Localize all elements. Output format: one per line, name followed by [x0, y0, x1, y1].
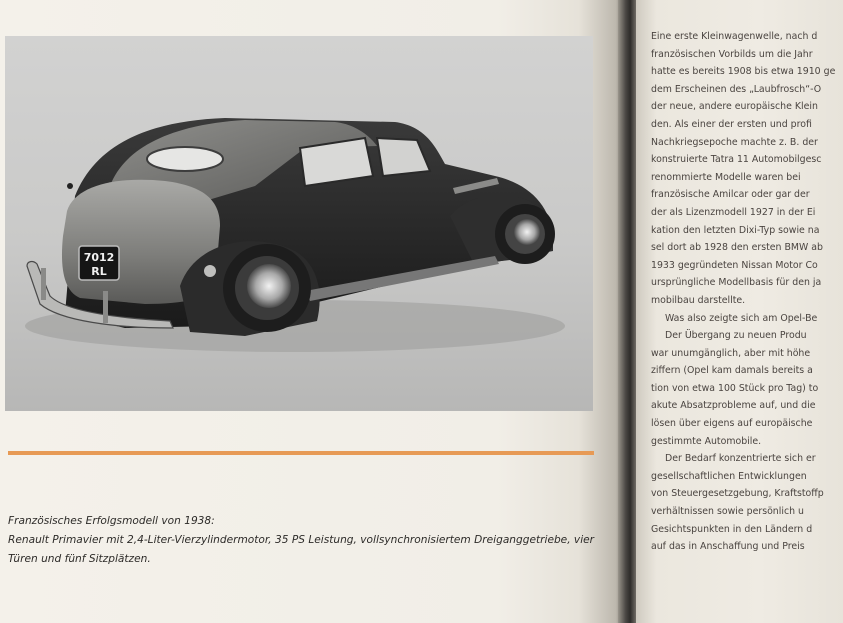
text-line: dem Erscheinen des „Laubfrosch“-O: [651, 83, 822, 95]
text-line: renommierte Modelle waren bei: [651, 171, 801, 183]
text-line: von Steuergesetzgebung, Kraftstoffp: [651, 488, 824, 500]
text-line: verhältnissen sowie persönlich u: [651, 506, 804, 518]
photo-caption: [8, 512, 596, 569]
text-line: akute Absatzprobleme auf, und die: [651, 400, 816, 412]
caption-title: Französisches Erfolgsmodell von 1938:: [8, 515, 215, 527]
license-plate-number: 7012: [83, 251, 115, 264]
text-line: hatte es bereits 1908 bis etwa 1910 ge: [651, 66, 836, 78]
text-line: der neue, andere europäische Klein: [651, 101, 818, 113]
text-line: ursprüngliche Modellbasis für den ja: [651, 277, 822, 289]
orange-divider: [8, 451, 594, 455]
right-page: [636, 0, 843, 623]
caption-line-1: Renault Primavier mit 2,4-Liter-Vierzylindermotor, 35 PS Leistung, vollsynchronisiertem Dreiganggetriebe, vier: [8, 534, 595, 546]
text-line: Der Bedarf konzentrierte sich er: [665, 453, 816, 465]
text-line: Nachkriegsepoche machte z. B. der: [651, 136, 818, 148]
text-line: kation den letzten Dixi-Typ sowie na: [651, 224, 820, 236]
text-line: gesellschaftlichen Entwicklungen: [651, 470, 807, 482]
text-line: der als Lizenzmodell 1927 in der Ei: [651, 206, 816, 218]
license-plate-code: RL: [91, 265, 107, 278]
text-line: mobilbau darstellte.: [651, 294, 746, 306]
text-line: gestimmte Automobile.: [651, 435, 762, 447]
text-line: lösen über eigens auf europäische: [651, 418, 813, 430]
car-photo: [5, 36, 593, 411]
text-line: Gesichtspunkten in den Ländern d: [651, 523, 813, 535]
text-line: Was also zeigte sich am Opel-Be: [665, 312, 818, 324]
text-line: französische Amilcar oder gar der: [651, 189, 810, 201]
text-line: tion von etwa 100 Stück pro Tag) to: [651, 382, 819, 394]
text-line: 1933 gegründeten Nissan Motor Co: [651, 259, 818, 271]
caption-line-2: Türen und fünf Sitzplätzen.: [8, 553, 151, 565]
text-line: auf das in Anschaffung und Preis: [651, 541, 805, 553]
text-line: ziffern (Opel kam damals bereits a: [651, 365, 813, 377]
body-text: [651, 28, 843, 556]
text-line: den. Als einer der ersten und profi: [651, 118, 812, 130]
text-line: Eine erste Kleinwagenwelle, nach d: [651, 31, 818, 42]
text-line: konstruierte Tatra 11 Automobilgesc: [651, 154, 822, 166]
text-line: war unumgänglich, aber mit höhe: [651, 347, 811, 359]
text-line: sel dort ab 1928 den ersten BMW ab: [651, 242, 823, 254]
text-line: Der Übergang zu neuen Produ: [665, 330, 807, 342]
renault-car-image: [5, 36, 593, 411]
text-line: französischen Vorbilds um die Jahr: [651, 48, 813, 60]
